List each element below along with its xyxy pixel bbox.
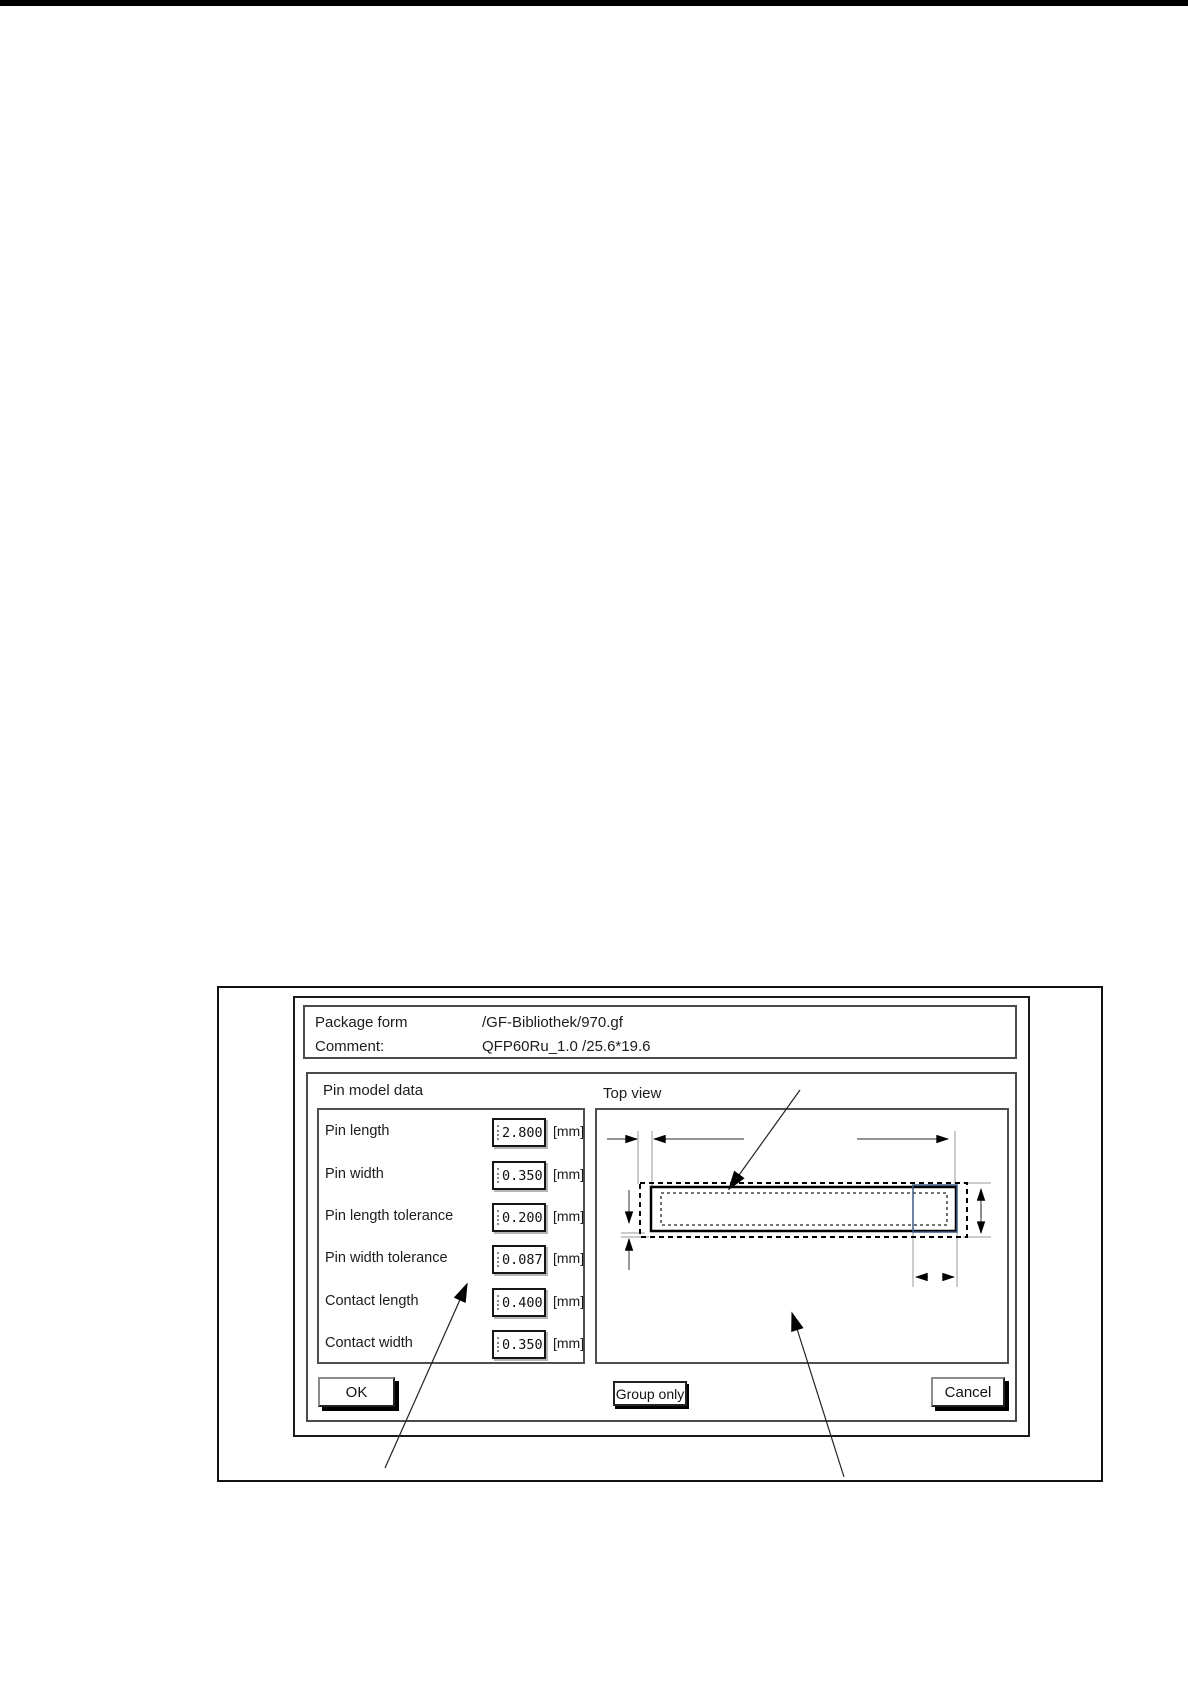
pin-inner-outline: [661, 1193, 947, 1225]
contact-length-label: Contact length: [325, 1293, 419, 1309]
cancel-button-label: Cancel: [944, 1383, 992, 1401]
pin-model-data-title: Pin model data: [320, 1082, 426, 1099]
package-form-label: Package form: [315, 1014, 408, 1031]
contact-width-label: Contact width: [325, 1335, 413, 1351]
pin-width-tolerance-field[interactable]: 0.087: [492, 1245, 546, 1274]
pin-width-tolerance-label: Pin width tolerance: [325, 1250, 448, 1266]
text-caret: [497, 1168, 499, 1183]
group-only-button[interactable]: [613, 1381, 687, 1406]
comment-label: Comment:: [315, 1038, 385, 1055]
pin-tolerance-outline: [640, 1183, 967, 1237]
top-view-drawing: [597, 1110, 1011, 1366]
group-only-button-label: Group only: [615, 1385, 685, 1402]
pin-length-tolerance-label: Pin length tolerance: [325, 1208, 454, 1224]
top-black-bar: [0, 0, 1188, 6]
contact-width-field[interactable]: 0.350: [492, 1330, 546, 1359]
pin-width-tolerance-unit: [mm]: [553, 1250, 585, 1266]
text-caret: [497, 1252, 499, 1267]
package-form-value: /GF-Bibliothek/970.gf: [482, 1014, 623, 1031]
ok-button-label: OK: [345, 1383, 368, 1401]
pin-length-unit: [mm]: [553, 1123, 585, 1139]
pin-length-label: Pin length: [325, 1123, 390, 1139]
contact-length-unit: [mm]: [553, 1293, 585, 1309]
pin-model-data-group: [317, 1108, 585, 1364]
top-view-panel: [595, 1108, 1009, 1364]
pin-width-label: Pin width: [325, 1166, 384, 1182]
pin-length-tolerance-unit: [mm]: [553, 1208, 585, 1224]
dialog-header-box: [303, 1005, 1017, 1059]
contact-width-unit: [mm]: [553, 1335, 585, 1351]
text-caret: [497, 1125, 499, 1140]
contact-length-field[interactable]: 0.400: [492, 1288, 546, 1317]
cancel-button[interactable]: [931, 1377, 1005, 1407]
text-caret: [497, 1295, 499, 1310]
comment-value: QFP60Ru_1.0 /25.6*19.6: [482, 1038, 651, 1055]
top-view-title: Top view: [600, 1085, 664, 1102]
pin-width-field[interactable]: 0.350: [492, 1161, 546, 1190]
text-caret: [497, 1337, 499, 1352]
pin-width-unit: [mm]: [553, 1166, 585, 1182]
pin-length-field[interactable]: 2.800: [492, 1118, 546, 1147]
dialog-section-box: [306, 1072, 1017, 1422]
ok-button[interactable]: [318, 1377, 395, 1407]
text-caret: [497, 1210, 499, 1225]
pin-length-tolerance-field[interactable]: 0.200: [492, 1203, 546, 1232]
